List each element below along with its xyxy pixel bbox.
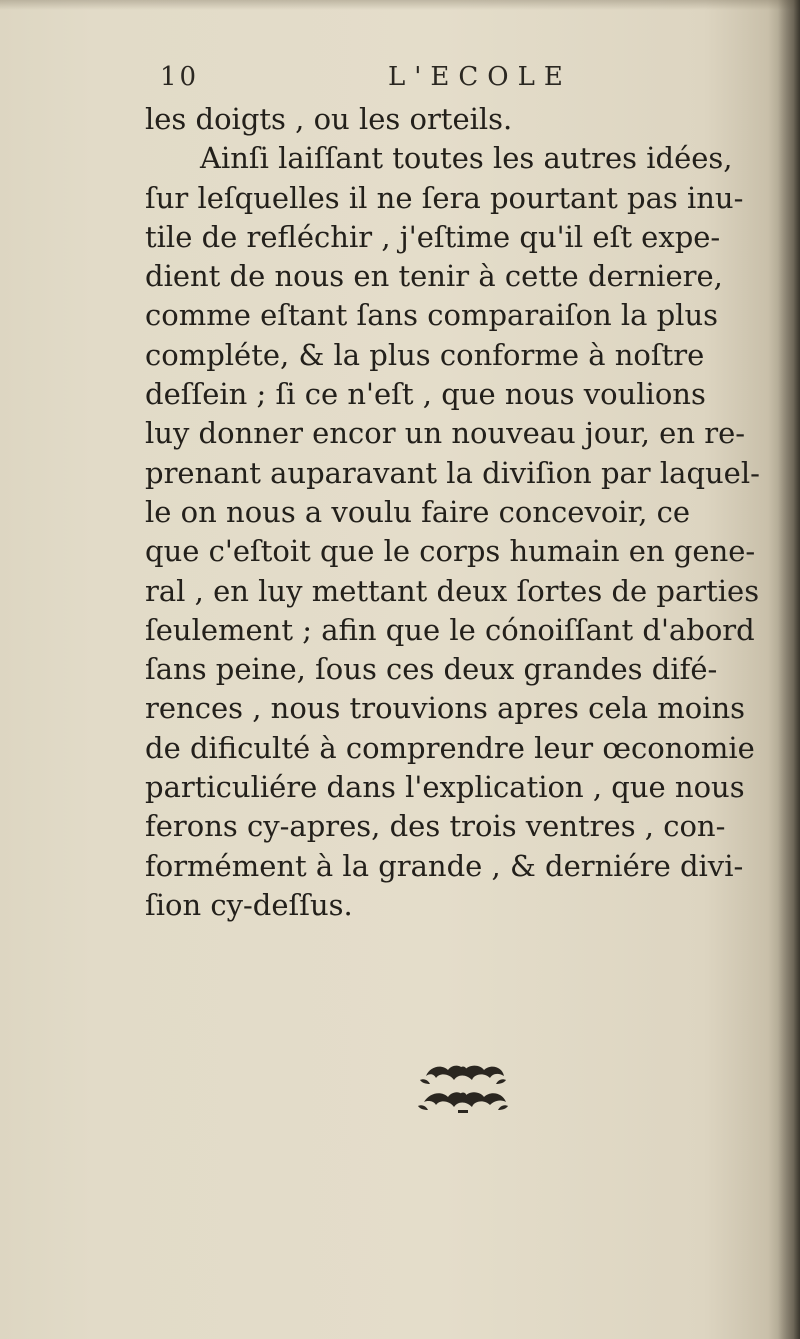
text-line: comme eſtant ſans comparaiſon la plus: [145, 298, 719, 333]
text-line: que c'eſtoit que le corps humain en gene-: [145, 534, 756, 569]
running-title: L'ECOLE: [388, 62, 572, 92]
text-line: Ainſi laiſſant toutes les autres idées,: [200, 141, 733, 176]
text-line: le on nous a voulu faire concevoir, ce: [145, 494, 691, 529]
text-line: deſſein ; ſi ce n'eſt , que nous voulions: [145, 377, 706, 412]
text-line: luy donner encor un nouveau jour, en re-: [145, 416, 746, 451]
text-line: de dificulté à comprendre leur œconomie: [145, 730, 755, 765]
text-line: prenant auparavant la diviſion par laquel-: [145, 455, 760, 490]
text-line: les doigts , ou les orteils.: [145, 102, 513, 136]
text-line: formément à la grande , & derniére divi-: [145, 848, 744, 883]
text-line: ferons cy-apres, des trois ventres , con-: [145, 809, 726, 844]
page-number: 10: [160, 62, 200, 92]
text-line: ſeulement ; afin que le cónoiſſant d'abord: [145, 612, 755, 647]
body-text: [145, 100, 760, 925]
text-line: rences , nous trouvions apres cela moins: [145, 691, 746, 726]
text-line: ſans peine, ſous ces deux grandes difé-: [145, 652, 718, 687]
text-line: ral , en luy mettant deux ſortes de parties: [145, 573, 760, 608]
page-edge-top: [0, 0, 800, 10]
text-line: dient de nous en tenir à cette derniere,: [145, 259, 723, 294]
text-line: ſion cy-deſſus.: [145, 887, 353, 922]
fleuron-ornament-icon: [408, 1058, 518, 1122]
text-line: ſur leſquelles il ne ſera pourtant pas inu-: [145, 180, 744, 215]
running-head: [150, 62, 620, 98]
page-gutter-shadow: [778, 0, 800, 1339]
text-line: tile de refléchir , j'eſtime qu'il eſt expe-: [145, 219, 721, 254]
text-line: compléte, & la plus conforme à noſtre: [145, 337, 705, 372]
text-line: particuliére dans l'explication , que nous: [145, 770, 745, 805]
